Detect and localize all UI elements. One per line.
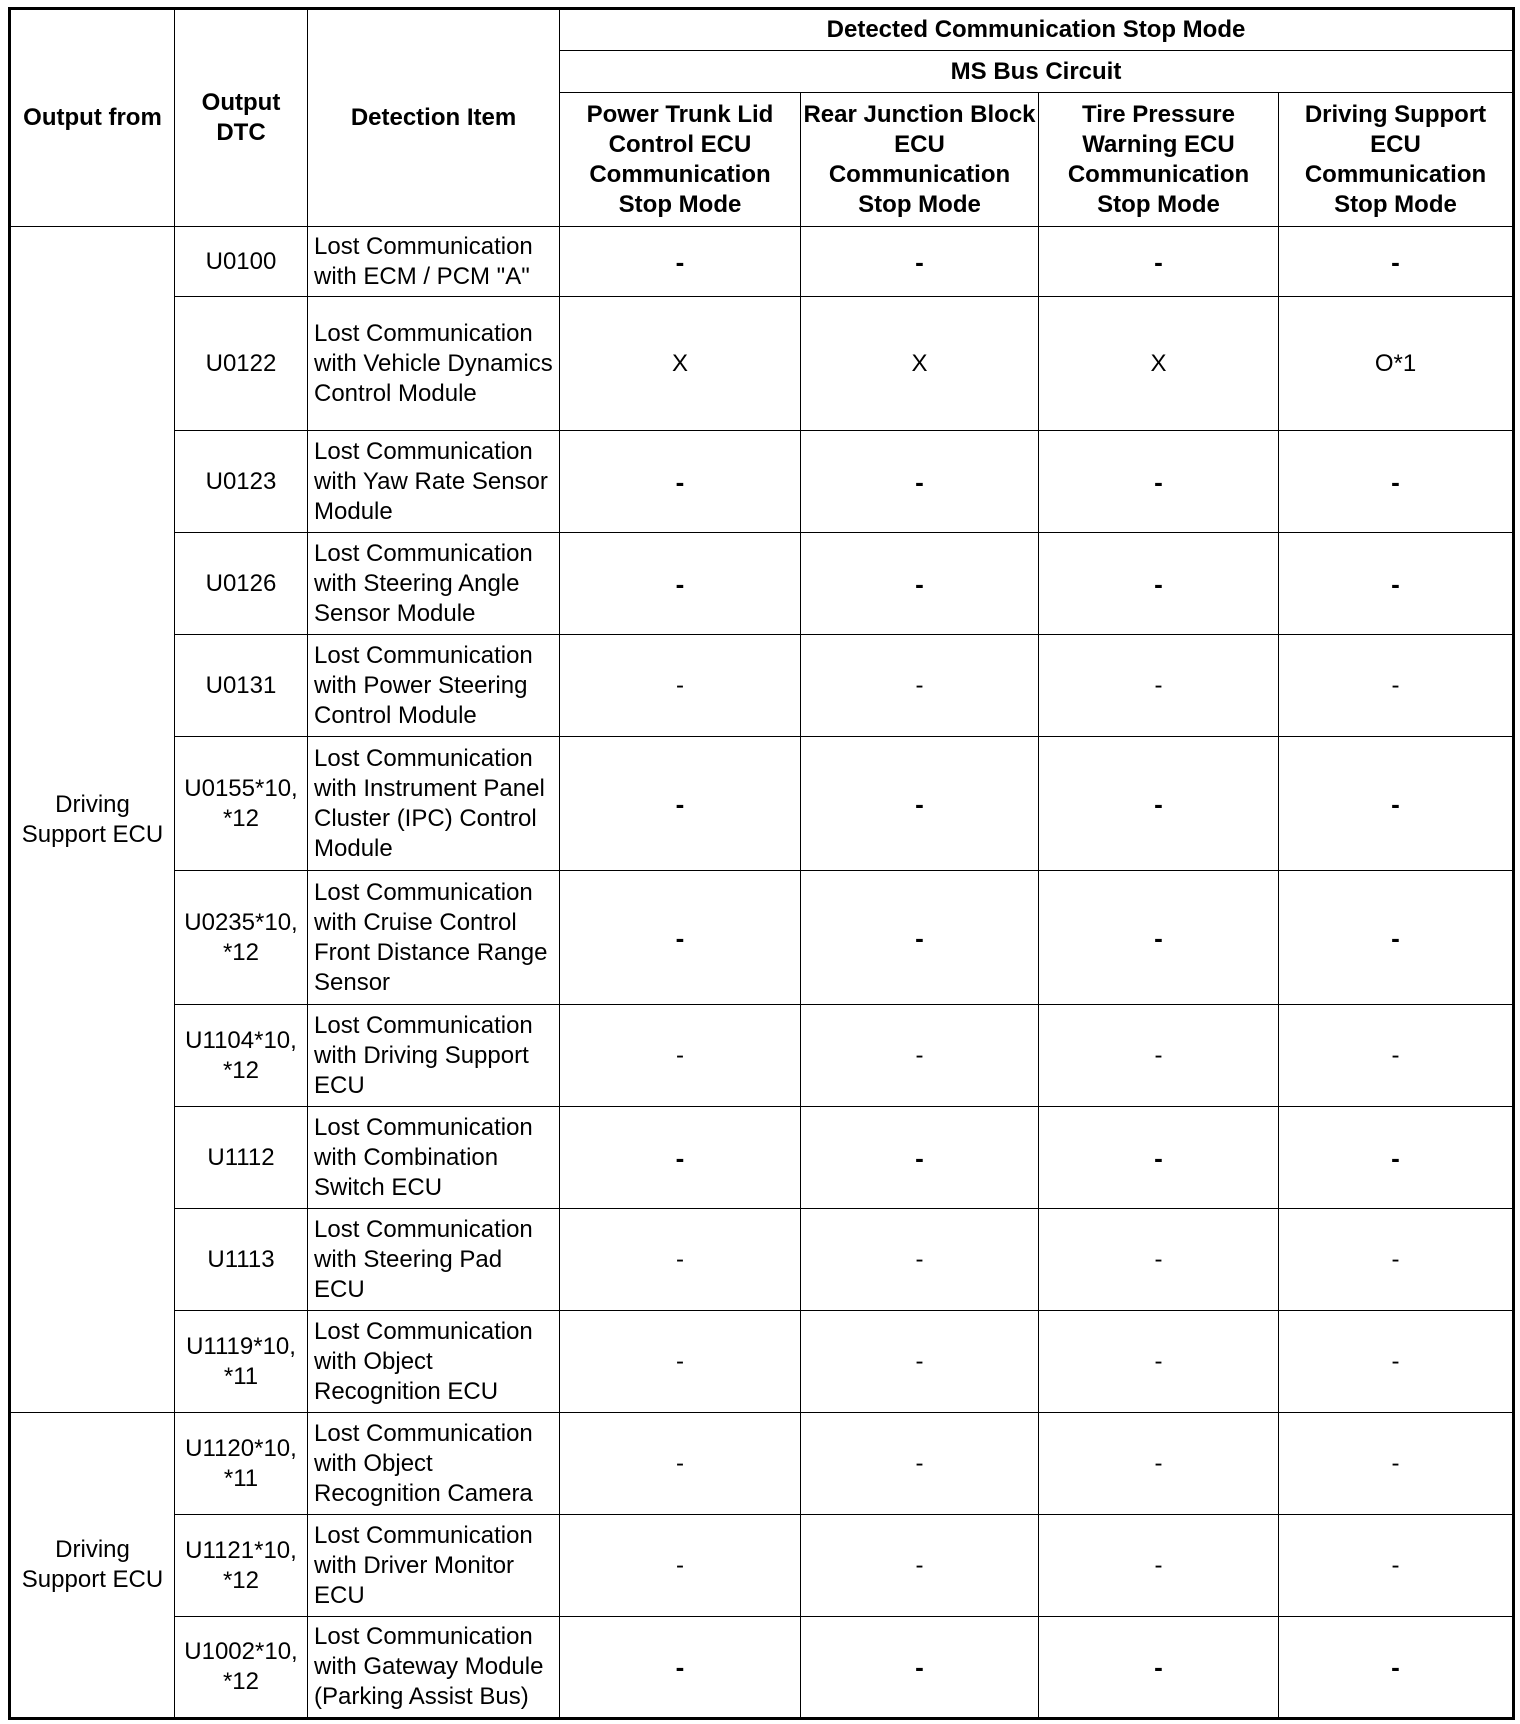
table-row: [10, 1311, 1514, 1413]
stop-mode-mark-cell: X: [801, 297, 1039, 431]
stop-mode-mark-cell: -: [1039, 1107, 1279, 1209]
stop-mode-mark-cell: -: [560, 737, 801, 871]
stop-mode-mark-cell: -: [1039, 1005, 1279, 1107]
stop-mode-mark-cell: -: [801, 227, 1039, 297]
dtc-code-cell: U1112: [175, 1107, 308, 1209]
detection-item-cell: Lost Communication with Driving Support ECU: [308, 1005, 560, 1107]
stop-mode-mark-cell: -: [801, 1413, 1039, 1515]
stop-mode-mark-cell: O*1: [1279, 297, 1514, 431]
stop-mode-mark-cell: -: [1039, 227, 1279, 297]
stop-mode-mark-cell: -: [1039, 737, 1279, 871]
stop-mode-mark-cell: -: [1039, 533, 1279, 635]
stop-mode-mark-cell: -: [801, 1617, 1039, 1719]
stop-mode-mark-cell: -: [1279, 1311, 1514, 1413]
dtc-code-cell: U1121*10, *12: [175, 1515, 308, 1617]
detection-item-cell: Lost Communication with Object Recognition Camera: [308, 1413, 560, 1515]
stop-mode-mark-cell: -: [1279, 871, 1514, 1005]
stop-mode-mark-cell: -: [801, 1515, 1039, 1617]
table-row: [10, 227, 1514, 297]
table-row: [10, 737, 1514, 871]
stop-mode-mark-cell: -: [1279, 227, 1514, 297]
stop-mode-mark-cell: -: [560, 635, 801, 737]
detection-item-cell: Lost Communication with ECM / PCM "A": [308, 227, 560, 297]
stop-mode-mark-cell: -: [560, 1311, 801, 1413]
stop-mode-mark-cell: -: [1039, 1413, 1279, 1515]
stop-mode-mark-cell: -: [1039, 431, 1279, 533]
stop-mode-mark-cell: -: [1279, 635, 1514, 737]
table-row: [10, 533, 1514, 635]
dtc-code-cell: U0131: [175, 635, 308, 737]
dtc-code-cell: U1002*10, *12: [175, 1617, 308, 1719]
dtc-code-cell: U1104*10, *12: [175, 1005, 308, 1107]
stop-mode-mark-cell: -: [1039, 1311, 1279, 1413]
detection-item-cell: Lost Communication with Driver Monitor ECU: [308, 1515, 560, 1617]
table-row: [10, 1617, 1514, 1719]
dtc-code-cell: U0100: [175, 227, 308, 297]
stop-mode-mark-cell: -: [801, 1005, 1039, 1107]
stop-mode-mark-cell: -: [560, 431, 801, 533]
header-detected-mode: Detected Communication Stop Mode: [560, 9, 1514, 51]
stop-mode-mark-cell: -: [801, 1107, 1039, 1209]
stop-mode-mark-cell: X: [1039, 297, 1279, 431]
dtc-code-cell: U1120*10, *11: [175, 1413, 308, 1515]
detection-item-cell: Lost Communication with Power Steering Control Module: [308, 635, 560, 737]
stop-mode-mark-cell: -: [1279, 431, 1514, 533]
stop-mode-mark-cell: -: [1039, 635, 1279, 737]
table-header: [10, 9, 1514, 227]
output-from-cell: Driving Support ECU: [10, 227, 175, 1413]
dtc-table: [8, 7, 1515, 1720]
stop-mode-mark-cell: -: [560, 533, 801, 635]
table-row: [10, 431, 1514, 533]
stop-mode-mark-cell: -: [1039, 1209, 1279, 1311]
stop-mode-mark-cell: -: [1279, 1617, 1514, 1719]
stop-mode-mark-cell: -: [560, 1209, 801, 1311]
stop-mode-mark-cell: -: [1039, 871, 1279, 1005]
stop-mode-mark-cell: X: [560, 297, 801, 431]
dtc-code-cell: U0123: [175, 431, 308, 533]
stop-mode-mark-cell: -: [560, 1107, 801, 1209]
table-row: [10, 1413, 1514, 1515]
stop-mode-mark-cell: -: [560, 1413, 801, 1515]
detection-item-cell: Lost Communication with Object Recognition ECU: [308, 1311, 560, 1413]
stop-mode-mark-cell: -: [1279, 1107, 1514, 1209]
detection-item-cell: Lost Communication with Combination Switch ECU: [308, 1107, 560, 1209]
table-row: [10, 871, 1514, 1005]
stop-mode-mark-cell: -: [801, 635, 1039, 737]
stop-mode-mark-cell: -: [1279, 737, 1514, 871]
header-mode-power-trunk-lid: Power Trunk Lid Control ECU Communication Stop Mode: [560, 93, 801, 227]
stop-mode-mark-cell: -: [801, 533, 1039, 635]
table-row: [10, 635, 1514, 737]
stop-mode-mark-cell: -: [560, 871, 801, 1005]
stop-mode-mark-cell: -: [1279, 1413, 1514, 1515]
output-from-cell: Driving Support ECU: [10, 1413, 175, 1719]
detection-item-cell: Lost Communication with Cruise Control Front Distance Range Sensor: [308, 871, 560, 1005]
detection-item-cell: Lost Communication with Vehicle Dynamics Control Module: [308, 297, 560, 431]
stop-mode-mark-cell: -: [1279, 1005, 1514, 1107]
stop-mode-mark-cell: -: [801, 737, 1039, 871]
stop-mode-mark-cell: -: [801, 1311, 1039, 1413]
dtc-code-cell: U1113: [175, 1209, 308, 1311]
stop-mode-mark-cell: -: [1039, 1515, 1279, 1617]
stop-mode-mark-cell: -: [801, 1209, 1039, 1311]
header-mode-tire-pressure: Tire Pressure Warning ECU Communication Stop Mode: [1039, 93, 1279, 227]
table-row: [10, 1005, 1514, 1107]
table-row: [10, 1107, 1514, 1209]
dtc-code-cell: U0122: [175, 297, 308, 431]
header-detection-item: Detection Item: [308, 9, 560, 227]
stop-mode-mark-cell: -: [1039, 1617, 1279, 1719]
stop-mode-mark-cell: -: [560, 1515, 801, 1617]
table-row: [10, 297, 1514, 431]
dtc-code-cell: U0126: [175, 533, 308, 635]
header-output-dtc: Output DTC: [175, 9, 308, 227]
dtc-code-cell: U0235*10, *12: [175, 871, 308, 1005]
detection-item-cell: Lost Communication with Steering Pad ECU: [308, 1209, 560, 1311]
detection-item-cell: Lost Communication with Instrument Panel Cluster (IPC) Control Module: [308, 737, 560, 871]
stop-mode-mark-cell: -: [1279, 1515, 1514, 1617]
stop-mode-mark-cell: -: [560, 1005, 801, 1107]
stop-mode-mark-cell: -: [560, 1617, 801, 1719]
header-mode-driving-support: Driving Support ECU Communication Stop Mode: [1279, 93, 1514, 227]
stop-mode-mark-cell: -: [1279, 1209, 1514, 1311]
detection-item-cell: Lost Communication with Gateway Module (Parking Assist Bus): [308, 1617, 560, 1719]
stop-mode-mark-cell: -: [1279, 533, 1514, 635]
table-row: [10, 1515, 1514, 1617]
dtc-code-cell: U1119*10, *11: [175, 1311, 308, 1413]
table-row: [10, 1209, 1514, 1311]
dtc-code-cell: U0155*10, *12: [175, 737, 308, 871]
stop-mode-mark-cell: -: [801, 871, 1039, 1005]
table-body: [10, 227, 1514, 1719]
detection-item-cell: Lost Communication with Yaw Rate Sensor Module: [308, 431, 560, 533]
header-output-from: Output from: [10, 9, 175, 227]
stop-mode-mark-cell: -: [560, 227, 801, 297]
detection-item-cell: Lost Communication with Steering Angle Sensor Module: [308, 533, 560, 635]
header-mode-rear-junction-block: Rear Junction Block ECU Communication Stop Mode: [801, 93, 1039, 227]
stop-mode-mark-cell: -: [801, 431, 1039, 533]
header-bus-circuit: MS Bus Circuit: [560, 51, 1514, 93]
